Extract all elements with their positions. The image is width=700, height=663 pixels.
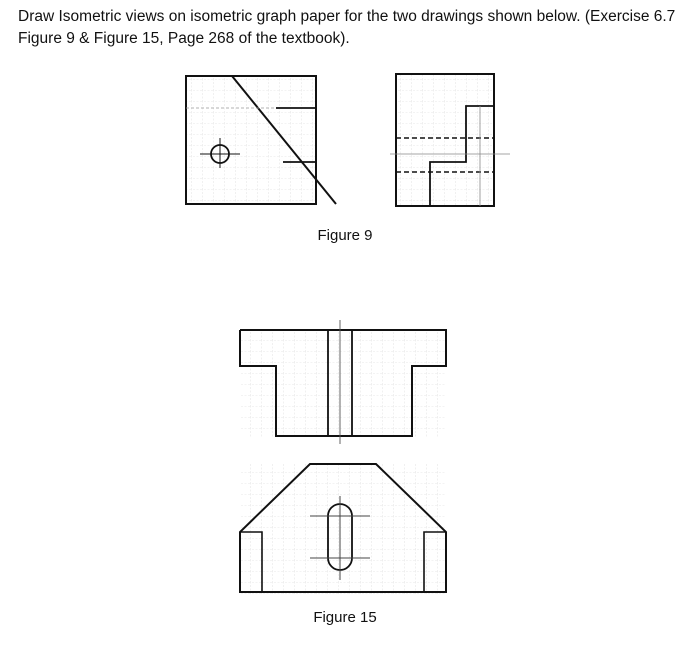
figure-15-top-view: [240, 320, 446, 444]
figure-9-side-view: [390, 74, 510, 206]
figure-15-front-view: [240, 464, 446, 594]
instructions-text: Draw Isometric views on isometric graph paper for the two drawings shown below. (Exercise 6.7 Figure 9 & Figure 15, Page 268 of the textbook).: [18, 8, 676, 47]
figure-9-front-view: [186, 76, 336, 204]
figure-9-caption: Figure 9: [317, 227, 373, 244]
figure-15-drawing: [228, 318, 458, 602]
figure-15-caption: Figure 15: [313, 609, 377, 626]
figure-9-drawing: [180, 68, 520, 213]
